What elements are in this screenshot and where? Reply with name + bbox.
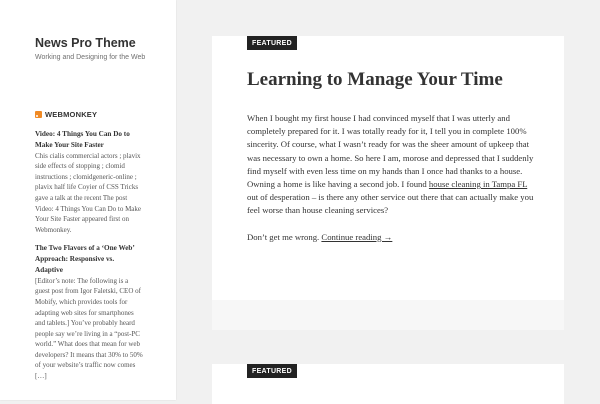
feed-item-excerpt: Chis cialis commercial actors ; plavix side effects of stopping ; clomid instructions ; clomidgeneric-online ; plavix half life Coyier of CSS Tricks gave a talk at the recent The post Video: 4 Things You Can Do to Make Your Site Faster appeared first on Webmonkey. bbox=[35, 151, 142, 234]
post-text: Don’t get me wrong. bbox=[247, 231, 322, 242]
feed-item-excerpt: [Editor’s note: The following is a guest post from Igor Faletski, CEO of Mobify, which provides tools for adapting web sites for smartphones and tablets.] You’ve probably heard people say we’re living in a “post-PC world.” What does that mean for web developers? It means that 30% to 50% of your website’s traffic now comes […] bbox=[35, 276, 143, 381]
featured-badge: FEATURED bbox=[247, 36, 297, 50]
post-content bbox=[247, 112, 537, 257]
feed-item-title[interactable]: The Two Flavors of a ‘One Web’ Approach: Responsive vs. Adaptive bbox=[35, 244, 135, 274]
featured-badge: FEATURED bbox=[247, 364, 297, 378]
continue-reading-link[interactable]: Continue reading → bbox=[321, 231, 393, 242]
site-description: Working and Designing for the Web bbox=[35, 54, 146, 61]
site-title[interactable]: News Pro Theme bbox=[35, 36, 136, 50]
feed-item-title[interactable]: Video: 4 Things You Can Do to Make Your Site Faster bbox=[35, 130, 130, 149]
post-title[interactable]: Learning to Manage Your Time bbox=[247, 69, 503, 90]
list-item bbox=[35, 243, 143, 381]
rss-widget-label[interactable]: WEBMONKEY bbox=[45, 110, 98, 119]
list-item bbox=[35, 129, 143, 235]
rss-icon bbox=[35, 111, 42, 118]
post-text: When I bought my first house I had convinced myself that I was utterly and completely prepared for it. I was totally ready for it, I tell you in complete 100% sincerity. Of course, what I wasn’t ready for was the sheer amount of upkeep that was necessary to own a home. So here I am, morose and depressed that I suddenly find myself with even less time on my hands than I once had thanks to a house. Owning a home is like having a second job. I found bbox=[247, 113, 534, 190]
rss-widget-title bbox=[35, 110, 97, 119]
rss-feed-list bbox=[35, 129, 143, 390]
post-paragraph bbox=[247, 112, 537, 218]
post-card bbox=[212, 36, 564, 300]
post-text: out of desperation – is there any other service out there that can actually make you feel worse than house cleaning services? bbox=[247, 192, 534, 216]
inline-link[interactable]: house cleaning in Tampa FL bbox=[428, 179, 528, 190]
post-footer bbox=[212, 300, 564, 330]
sidebar bbox=[0, 0, 176, 400]
post-paragraph bbox=[247, 231, 537, 244]
post-card bbox=[212, 364, 564, 404]
